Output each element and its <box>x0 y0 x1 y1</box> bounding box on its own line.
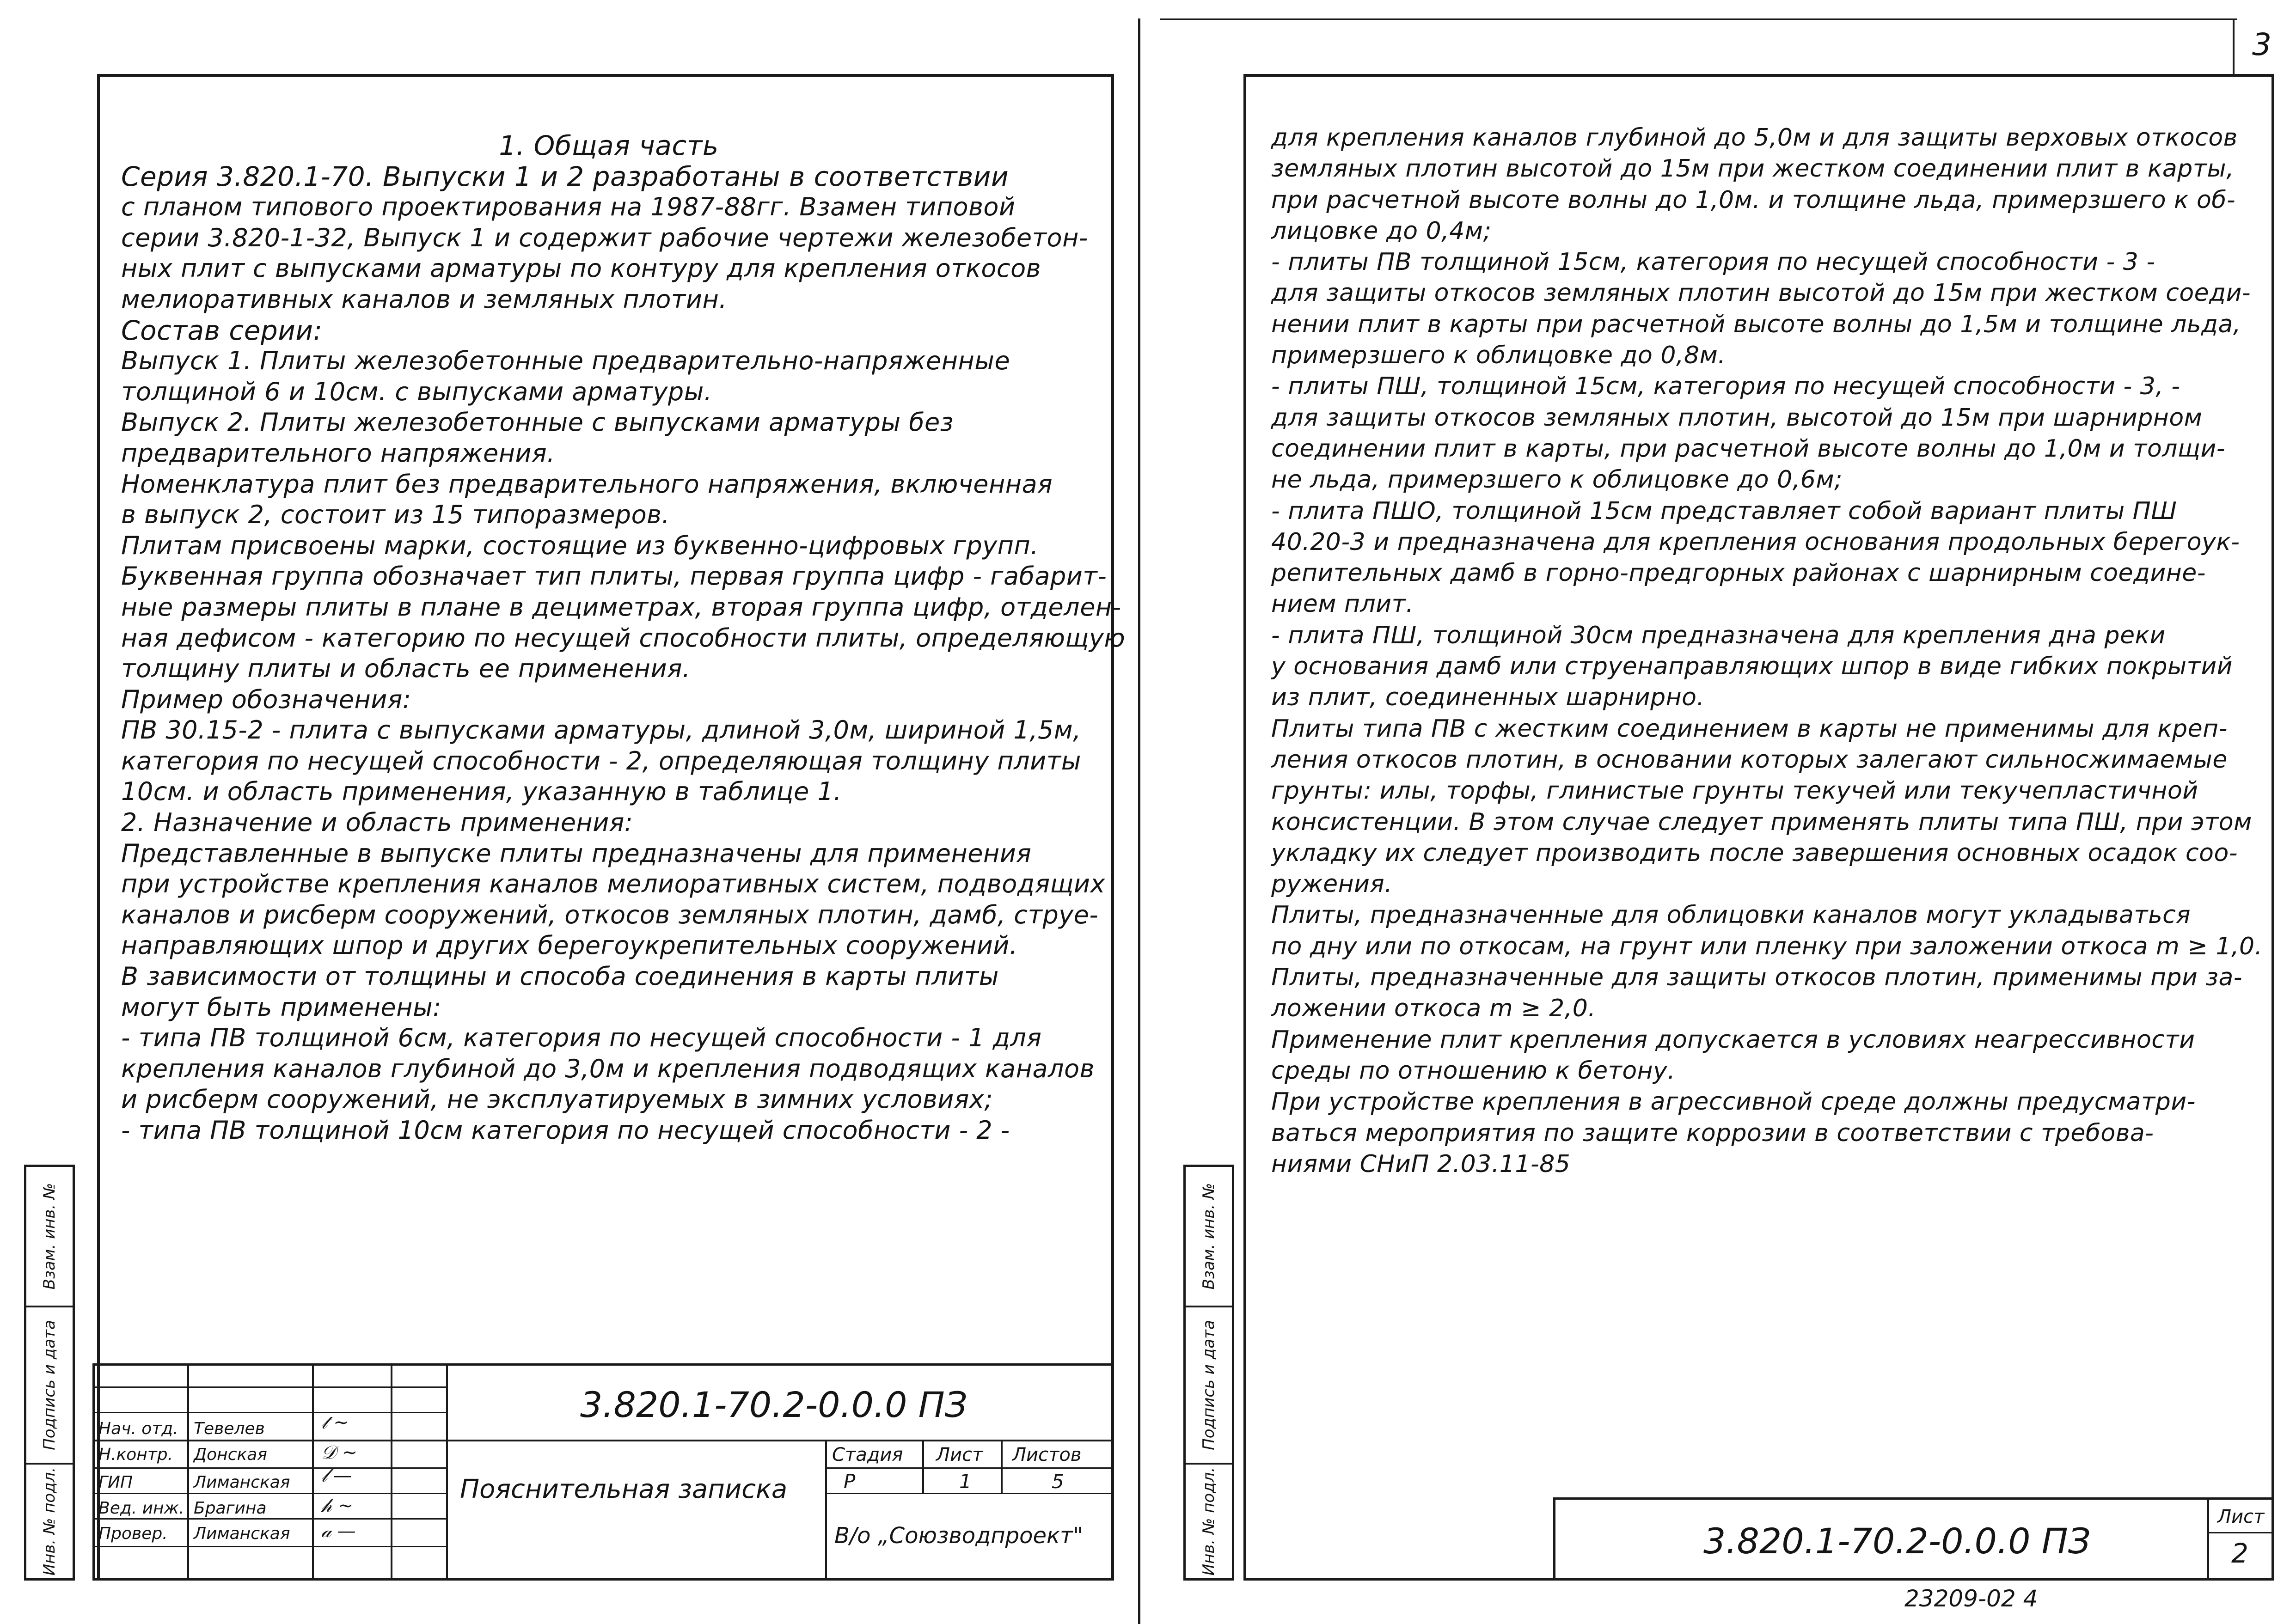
text-line: нении плит в карты при расчетной высоте волны до 1,5м и толщине льда, <box>1271 310 2241 338</box>
text-line: с планом типового проектирования на 1987-88гг. Взамен типовой <box>121 192 1016 222</box>
text-line: при устройстве крепления каналов мелиоративных систем, подводящих <box>121 869 1105 899</box>
text-line: мелиоративных каналов и земляных плотин. <box>121 284 727 314</box>
left-title-block <box>92 1363 1114 1581</box>
text-line: категория по несущей способности - 2, определяющая толщину плиты <box>121 746 1081 775</box>
strip-cell-original <box>26 1463 73 1578</box>
text-line: ниями СНиП 2.03.11-85 <box>1271 1150 1571 1178</box>
text-line: толщину плиты и область ее применения. <box>121 654 691 684</box>
text-line: Пример обозначения: <box>121 684 411 714</box>
text-line: толщиной 6 и 10см. с выпусками арматуры. <box>121 377 712 406</box>
strip-label: Инв. № подл. <box>40 1467 59 1576</box>
text-line: ПВ 30.15-2 - плита с выпусками арматуры, длиной 3,0м, шириной 1,5м, <box>121 715 1081 745</box>
role-label: Н.контр. <box>98 1445 173 1464</box>
person-name: Донская <box>194 1445 267 1464</box>
text-line: - плиты ПВ толщиной 15см, категория по несущей способности - 3 - <box>1271 248 2155 276</box>
person-name: Лиманская <box>194 1524 290 1543</box>
text-line: Серия 3.820.1-70. Выпуски 1 и 2 разработаны в соответствии <box>121 160 1009 192</box>
right-page-text <box>1271 122 2263 1180</box>
strip-cell-signature <box>1186 1306 1232 1463</box>
signature-mark: 𝒶 — <box>321 1520 356 1542</box>
strip-label: Взам. инв. № <box>1200 1183 1218 1290</box>
person-name: Тевелев <box>194 1419 265 1438</box>
sheet-header: Лист <box>936 1444 983 1465</box>
title-block-code: 3.820.1-70.2-0.0.0 ПЗ <box>580 1384 967 1425</box>
right-top-rule <box>1160 18 2237 20</box>
section-heading: 1. Общая часть <box>499 130 719 161</box>
sheet-corner-number: 3 <box>2252 27 2272 62</box>
text-line: ложении откоса m ≥ 2,0. <box>1271 995 1596 1023</box>
right-binding-strip <box>1183 1165 1234 1581</box>
text-line: серии 3.820-1-32, Выпуск 1 и содержит рабочие чертежи железобетон- <box>121 223 1088 252</box>
document-title: Пояснительная записка <box>460 1474 788 1504</box>
strip-label: Подпись и дата <box>1200 1320 1218 1450</box>
text-line: - плита ПШО, толщиной 15см представляет собой вариант плиты ПШ <box>1271 497 2177 525</box>
page-fold-line <box>1138 18 1140 1624</box>
sheet-value: 1 <box>959 1470 972 1493</box>
text-line: Выпуск 2. Плиты железобетонные с выпусками арматуры без <box>121 408 954 437</box>
text-line: При устройстве крепления в агрессивной среде должны предусматри- <box>1271 1088 2196 1116</box>
text-line: - плита ПШ, толщиной 30см предназначена для крепления дна реки <box>1271 621 2166 649</box>
text-line: при расчетной высоте волны до 1,0м. и толщине льда, примерзшего к об- <box>1271 186 2236 214</box>
left-page-text <box>121 130 1126 1146</box>
text-line: предварительного напряжения. <box>121 438 555 468</box>
text-line: и рисберм сооружений, не эксплуатируемых в зимних условиях; <box>121 1085 993 1114</box>
text-line: репительных дамб в горно-предгорных районах с шарнирным соедине- <box>1271 559 2206 587</box>
sheet-value: 2 <box>2231 1538 2248 1569</box>
strip-label: Взам. инв. № <box>40 1183 59 1290</box>
text-line: среды по отношению к бетону. <box>1271 1056 1676 1085</box>
text-line: нием плит. <box>1271 590 1414 618</box>
text-line: в выпуск 2, состоит из 15 типоразмеров. <box>121 500 670 530</box>
text-line: Плитам присвоены марки, состоящие из буквенно-цифровых групп. <box>121 531 1039 560</box>
text-line: 40.20-3 и предназначена для крепления основания продольных берегоук- <box>1271 528 2240 556</box>
sheet-header: Лист <box>2217 1506 2265 1527</box>
text-line: - плиты ПШ, толщиной 15см, категория по несущей способности - 3, - <box>1271 372 2180 401</box>
role-label: Вед. инж. <box>98 1499 184 1518</box>
text-line: не льда, примерзшего к облицовке до 0,6м; <box>1271 466 1843 494</box>
text-line: грунты: илы, торфы, глинистые грунты текучей или текучепластичной <box>1271 777 2198 805</box>
text-line: крепления каналов глубиной до 3,0м и крепления подводящих каналов <box>121 1054 1095 1083</box>
left-binding-strip <box>24 1165 75 1581</box>
strip-cell-inventory <box>1186 1167 1232 1306</box>
text-line: каналов и рисберм сооружений, откосов земляных плотин, дамб, струе- <box>121 900 1099 929</box>
title-block-code: 3.820.1-70.2-0.0.0 ПЗ <box>1703 1520 2091 1562</box>
person-name: Брагина <box>194 1499 267 1518</box>
text-line: Номенклатура плит без предварительного напряжения, включенная <box>121 469 1053 499</box>
text-line: ваться мероприятия по защите коррозии в соответствии с требова- <box>1271 1119 2154 1147</box>
archive-number: 23209-02 4 <box>1904 1585 2038 1612</box>
organization: В/о „Союзводпроект" <box>834 1523 1084 1549</box>
person-name: Лиманская <box>194 1473 290 1492</box>
text-line: ления откосов плотин, в основании которых залегают сильносжимаемые <box>1271 745 2228 774</box>
text-line: Буквенная группа обозначает тип плиты, первая группа цифр - габарит- <box>121 562 1107 591</box>
text-line: у основания дамб или струенаправляющих шпор в виде гибких покрытий <box>1271 653 2233 681</box>
text-line: Выпуск 1. Плиты железобетонные предварительно-напряженные <box>121 346 1010 376</box>
signature-mark: 𝒽 ~ <box>321 1495 354 1516</box>
text-line: для крепления каналов глубиной до 5,0м и для защиты верховых откосов <box>1271 124 2238 152</box>
strip-label: Подпись и дата <box>40 1320 59 1450</box>
text-line: ная дефисом - категорию по несущей способности плиты, определяющую <box>121 623 1126 653</box>
role-label: Провер. <box>98 1524 168 1543</box>
signature-mark: 𝓉 ~ <box>321 1412 349 1433</box>
text-line: примерзшего к облицовке до 0,8м. <box>1271 342 1726 370</box>
signature-mark: 𝓁 — <box>321 1465 352 1486</box>
text-line: Плиты, предназначенные для защиты откосов плотин, применимы при за- <box>1271 964 2243 992</box>
corner-box-line <box>2233 18 2235 74</box>
text-line: из плит, соединенных шарнирно. <box>1271 684 1705 712</box>
strip-cell-signature <box>26 1306 73 1463</box>
text-line: Плиты типа ПВ с жестким соединением в карты не применимы для креп- <box>1271 714 2228 743</box>
text-line: Плиты, предназначенные для облицовки каналов могут укладываться <box>1271 901 2191 929</box>
text-line: соединении плит в карты, при расчетной высоте волны до 1,0м и толщи- <box>1271 434 2226 463</box>
signature-mark: 𝒟 ~ <box>321 1442 358 1463</box>
text-line: Состав серии: <box>121 314 323 346</box>
strip-cell-original <box>1186 1463 1232 1578</box>
sheets-header: Листов <box>1012 1444 1082 1465</box>
text-line: земляных плотин высотой до 15м при жестком соединении плит в карты, <box>1271 155 2235 183</box>
role-label: Нач. отд. <box>98 1419 178 1438</box>
text-line: лицовке до 0,4м; <box>1271 217 1492 245</box>
strip-cell-inventory <box>26 1167 73 1306</box>
role-label: ГИП <box>98 1473 133 1492</box>
right-title-block <box>1553 1497 2274 1581</box>
text-line: консистенции. В этом случае следует применять плиты типа ПШ, при этом <box>1271 808 2252 836</box>
text-line: В зависимости от толщины и способа соединения в карты плиты <box>121 962 999 991</box>
stage-value: Р <box>844 1470 856 1493</box>
text-line: - типа ПВ толщиной 10см категория по несущей способности - 2 - <box>121 1116 1010 1145</box>
text-line: для защиты откосов земляных плотин, высотой до 15м при шарнирном <box>1271 403 2203 432</box>
text-line: - типа ПВ толщиной 6см, категория по несущей способности - 1 для <box>121 1023 1042 1053</box>
text-line: укладку их следует производить после завершения основных осадок соо- <box>1271 839 2238 867</box>
text-line: для защиты откосов земляных плотин высотой до 15м при жестком соеди- <box>1271 279 2251 307</box>
text-line: 2. Назначение и область применения: <box>121 808 633 837</box>
strip-label: Инв. № подл. <box>1200 1467 1218 1576</box>
text-line: ные размеры плиты в плане в дециметрах, вторая группа цифр, отделен- <box>121 592 1121 622</box>
text-line: Применение плит крепления допускается в условиях неагрессивности <box>1271 1026 2195 1054</box>
sheets-value: 5 <box>1052 1470 1064 1493</box>
stage-header: Стадия <box>832 1444 903 1465</box>
text-line: 10см. и область применения, указанную в таблице 1. <box>121 777 842 806</box>
text-line: по дну или по откосам, на грунт или пленку при заложении откоса m ≥ 1,0. <box>1271 932 2263 960</box>
text-line: ружения. <box>1271 870 1393 898</box>
text-line: ных плит с выпусками арматуры по контуру для крепления откосов <box>121 254 1041 283</box>
text-line: могут быть применены: <box>121 992 441 1022</box>
text-line: Представленные в выпуске плиты предназначены для применения <box>121 838 1032 868</box>
text-line: направляющих шпор и других берегоукрепительных сооружений. <box>121 931 1018 960</box>
